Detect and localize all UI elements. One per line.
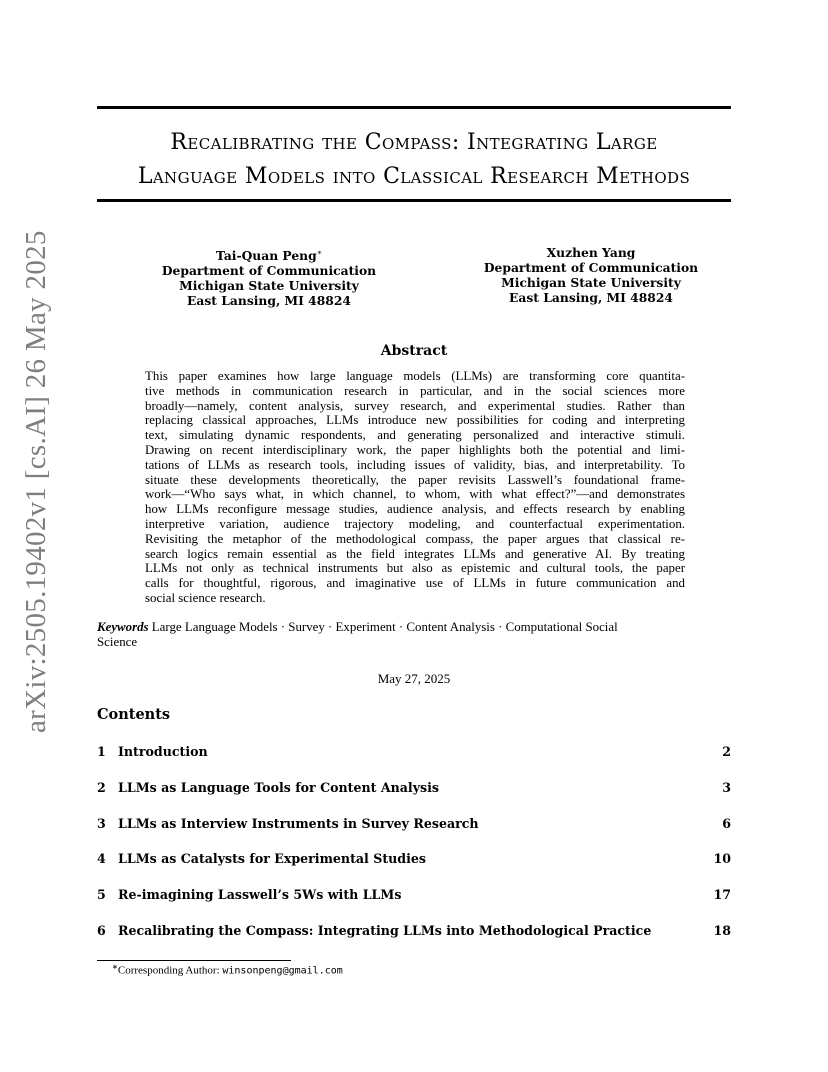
toc-page[interactable]: 10	[713, 851, 731, 866]
abstract-heading: Abstract	[380, 343, 448, 359]
toc-title[interactable]: Introduction	[118, 744, 208, 759]
abstract-line: replacing classical approaches, LLMs introduce new possibilities for coding and interpreting	[145, 413, 685, 428]
author-location: East Lansing, MI 48824	[187, 293, 351, 309]
author-university: Michigan State University	[179, 278, 359, 294]
abstract-line: interpretive variation, audience trajectory modeling, and counterfactual experimentation.	[145, 516, 685, 531]
keywords	[97, 620, 731, 650]
footnote-text: Corresponding Author:	[117, 964, 223, 977]
abstract-line: situate these developments theoretically, the paper revisits Lasswell’s foundational frame-	[145, 472, 685, 487]
title-line-2: Language Models into Classical Research Methods	[137, 164, 691, 189]
abstract-line: LLMs not only as technical instruments but also as epistemic and cultural tools, the paper	[145, 561, 685, 576]
abstract-line: tations of LLMs as research tools, including issues of validity, bias, and interpretability. To	[145, 457, 685, 472]
title-line-1: Recalibrating the Compass: Integrating Large	[170, 130, 658, 155]
toc-page[interactable]: 3	[722, 780, 731, 795]
author-name: Xuzhen Yang	[546, 245, 636, 260]
title-bottom-rule	[97, 199, 731, 202]
toc-number: 2	[97, 780, 106, 795]
footnote-mark: ∗	[112, 963, 118, 971]
toc-title[interactable]: Re-imagining Lasswell’s 5Ws with LLMs	[118, 887, 402, 902]
toc-title[interactable]: LLMs as Interview Instruments in Survey Research	[118, 816, 479, 831]
toc-title[interactable]: LLMs as Language Tools for Content Analysis	[118, 780, 439, 795]
toc-page[interactable]: 2	[722, 744, 731, 759]
title-top-rule	[97, 106, 731, 109]
abstract-body	[145, 369, 685, 606]
abstract-line: calls for thoughtful, rigorous, and imaginative use of LLMs in future communication and	[145, 576, 685, 591]
toc-title[interactable]: LLMs as Catalysts for Experimental Studies	[118, 851, 426, 866]
abstract-line: text, simulating dynamic respondents, and generating personalized and interactive stimuli.	[145, 428, 685, 443]
footnote	[112, 963, 343, 977]
toc-number: 3	[97, 816, 106, 831]
footnote-rule	[97, 960, 291, 961]
toc-page[interactable]: 18	[713, 923, 731, 938]
author-block-2	[461, 245, 721, 305]
author-university: Michigan State University	[501, 275, 681, 290]
abstract-line: social science research.	[145, 590, 266, 605]
abstract-line: how LLMs reconfigure message studies, audience analysis, and effects research by enabling	[145, 502, 685, 517]
toc-entry-content-analysis[interactable]	[97, 780, 731, 796]
abstract-line: Revisiting the metaphor of the methodological compass, the paper argues that classical re-	[145, 531, 685, 546]
author-name: Tai-Quan Peng∗	[215, 248, 323, 264]
abstract-line: This paper examines how large language models (LLMs) are transforming core quantita-	[145, 369, 685, 383]
toc-entry-introduction[interactable]	[97, 744, 731, 760]
abstract-line: Drawing on recent interdisciplinary work, the paper highlights both the potential and limi-	[145, 442, 685, 457]
abstract-line: tive methods in communication research in particular, and in the social sciences more	[145, 383, 685, 398]
arxiv-identifier-stamp: arXiv:2505.19402v1 [cs.AI] 26 May 2025	[20, 230, 52, 733]
toc-entry-lasswell-5ws[interactable]	[97, 887, 731, 903]
author-department: Department of Communication	[483, 260, 699, 275]
author-department: Department of Communication	[161, 263, 377, 279]
toc-entry-recalibrating-compass[interactable]	[97, 923, 731, 939]
toc-number: 4	[97, 851, 106, 866]
toc-page[interactable]: 17	[713, 887, 731, 902]
toc-title[interactable]: Recalibrating the Compass: Integrating LLMs into Methodological Practice	[118, 923, 652, 938]
abstract-line: search logics remain essential as the field integrates LLMs and generative AI. By treating	[145, 546, 685, 561]
toc-page[interactable]: 6	[722, 816, 731, 831]
toc-number: 1	[97, 744, 106, 759]
author-block-1	[139, 245, 399, 308]
toc-number: 6	[97, 923, 106, 938]
paper-date: May 27, 2025	[377, 671, 451, 686]
toc-entry-survey-research[interactable]	[97, 816, 731, 832]
author-location: East Lansing, MI 48824	[509, 290, 673, 305]
keywords-list: Large Language Models · Survey · Experiment · Content Analysis · Computational Social	[148, 620, 618, 634]
paper-title	[97, 126, 731, 194]
contents-heading: Contents	[97, 706, 171, 723]
toc-number: 5	[97, 887, 106, 902]
corresponding-author-mark: ∗	[316, 248, 323, 257]
abstract-line: work—“Who says what, in which channel, to whom, with what effect?”—and demonstrates	[145, 487, 685, 502]
toc-entry-experimental-studies[interactable]	[97, 851, 731, 867]
keywords-label: Keywords	[97, 620, 149, 634]
keywords-list-continued: Science	[97, 635, 138, 649]
author-email-link[interactable]: winsonpeng@gmail.com	[222, 965, 343, 977]
abstract-line: broadly—namely, content analysis, survey research, and experimental studies. Rather than	[145, 398, 685, 413]
